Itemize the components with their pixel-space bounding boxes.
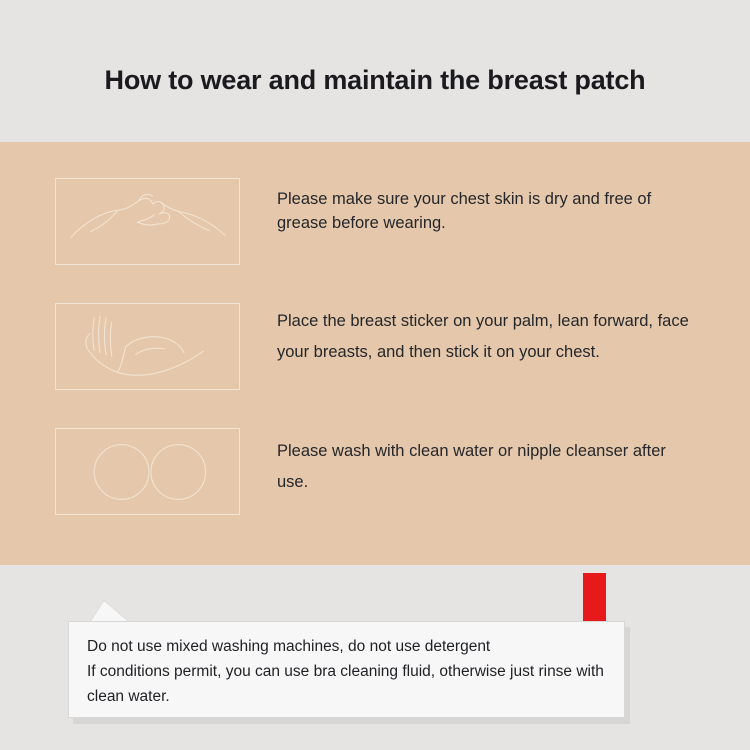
footer — [0, 565, 750, 750]
warning-note-line: If conditions permit, you can use bra cleaning fluid, otherwise just rinse with clean water. — [87, 663, 604, 706]
step-text: Please make sure your chest skin is dry and free of grease before wearing. — [277, 190, 652, 232]
callout-tail — [90, 601, 130, 623]
step-image-frame — [55, 428, 240, 515]
instructions-panel — [0, 142, 750, 565]
warning-note-line: Do not use mixed washing machines, do not use detergent — [87, 638, 491, 655]
step-text: Please wash with clean water or nipple cleanser after use. — [277, 442, 666, 492]
warning-note-box — [68, 621, 625, 718]
step-text: Place the breast sticker on your palm, lean forward, face your breasts, and then stick it on your chest. — [277, 312, 689, 362]
instruction-step — [55, 178, 697, 265]
instruction-step — [55, 303, 697, 390]
header — [0, 0, 750, 142]
hand-holding-patch-icon — [56, 304, 239, 389]
page-title: How to wear and maintain the breast patch — [104, 64, 646, 95]
warning-note-lines — [87, 634, 607, 709]
two-circles-patches-icon — [56, 429, 239, 514]
instruction-step — [55, 428, 697, 515]
step-image-frame — [55, 303, 240, 390]
hands-applying-patch-icon — [56, 179, 239, 264]
step-image-frame — [55, 178, 240, 265]
